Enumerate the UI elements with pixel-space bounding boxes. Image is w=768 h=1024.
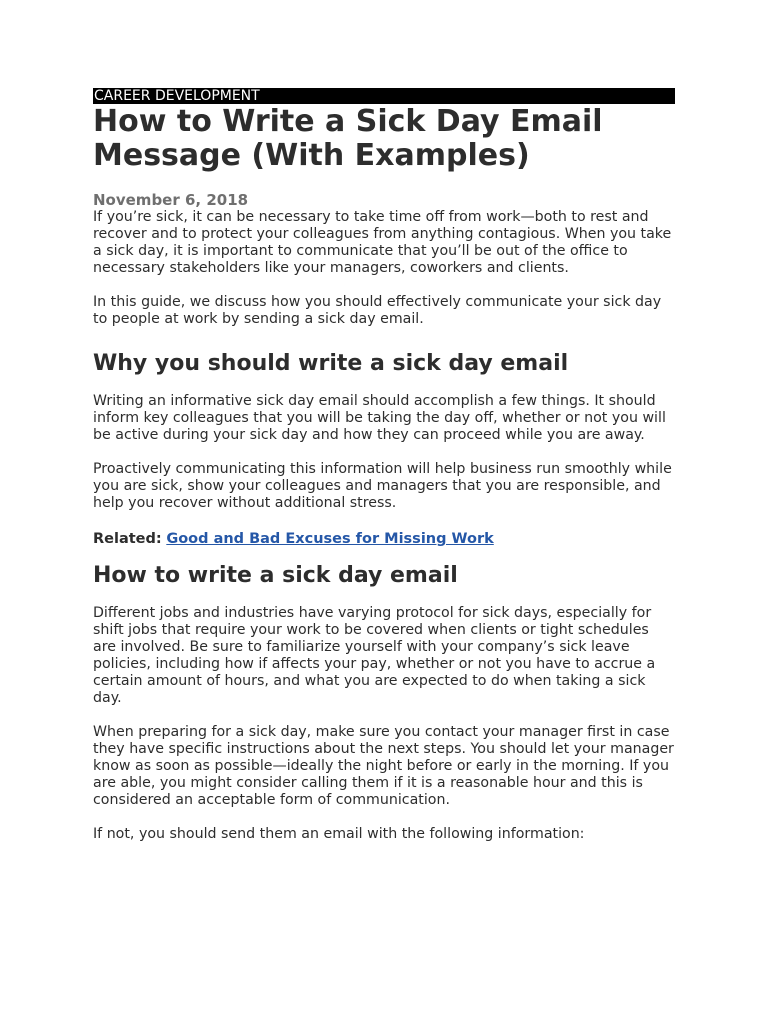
article <box>93 88 675 843</box>
section-heading-why: Why you should write a sick day email <box>93 351 569 376</box>
publish-date: November 6, 2018 <box>93 191 249 209</box>
how-paragraph-2: When preparing for a sick day, make sure you contact your manager first in case they have specific instructions about the next steps. You should let your manager know as soon as possible—ideally the night before or early in the morning. If you are able, you might consider calling them if it is a reasonable hour and this is considered an acceptable form of communication. <box>93 724 674 808</box>
related-label: Related: <box>93 531 162 547</box>
how-paragraph-1: Different jobs and industries have varying protocol for sick days, especially for shift jobs that require your work to be covered when clients or tight schedules are involved. Be sure to familiarize yourself with your company’s sick leave policies, including how if affects your pay, whether or not you have to accrue a certain amount of hours, and what you are expected to do when taking a sick day. <box>93 605 656 706</box>
why-paragraph-1: Writing an informative sick day email should accomplish a few things. It should inform key colleagues that you will be taking the day off, whether or not you will be active during your sick day and how they can proceed while you are away. <box>93 393 666 443</box>
why-paragraph-2: Proactively communicating this information will help business run smoothly while you are sick, show your colleagues and managers that you are responsible, and help you recover without additional stress. <box>93 461 672 511</box>
how-paragraph-3: If not, you should send them an email with the following information: <box>93 826 585 842</box>
category-label: CAREER DEVELOPMENT <box>93 88 675 104</box>
article-title: How to Write a Sick Day Email Message (With Examples) <box>93 104 603 173</box>
related-link-row <box>93 530 675 548</box>
intro-paragraph-1: If you’re sick, it can be necessary to take time off from work—both to rest and recover and to protect your colleagues from anything contagious. When you take a sick day, it is important to communicate that you’ll be out of the office to necessary stakeholders like your managers, coworkers and clients. <box>93 209 672 276</box>
section-heading-how: How to write a sick day email <box>93 563 458 588</box>
related-article-link[interactable]: Good and Bad Excuses for Missing Work <box>166 531 494 547</box>
intro-paragraph-2: In this guide, we discuss how you should effectively communicate your sick day to people at work by sending a sick day email. <box>93 294 662 327</box>
